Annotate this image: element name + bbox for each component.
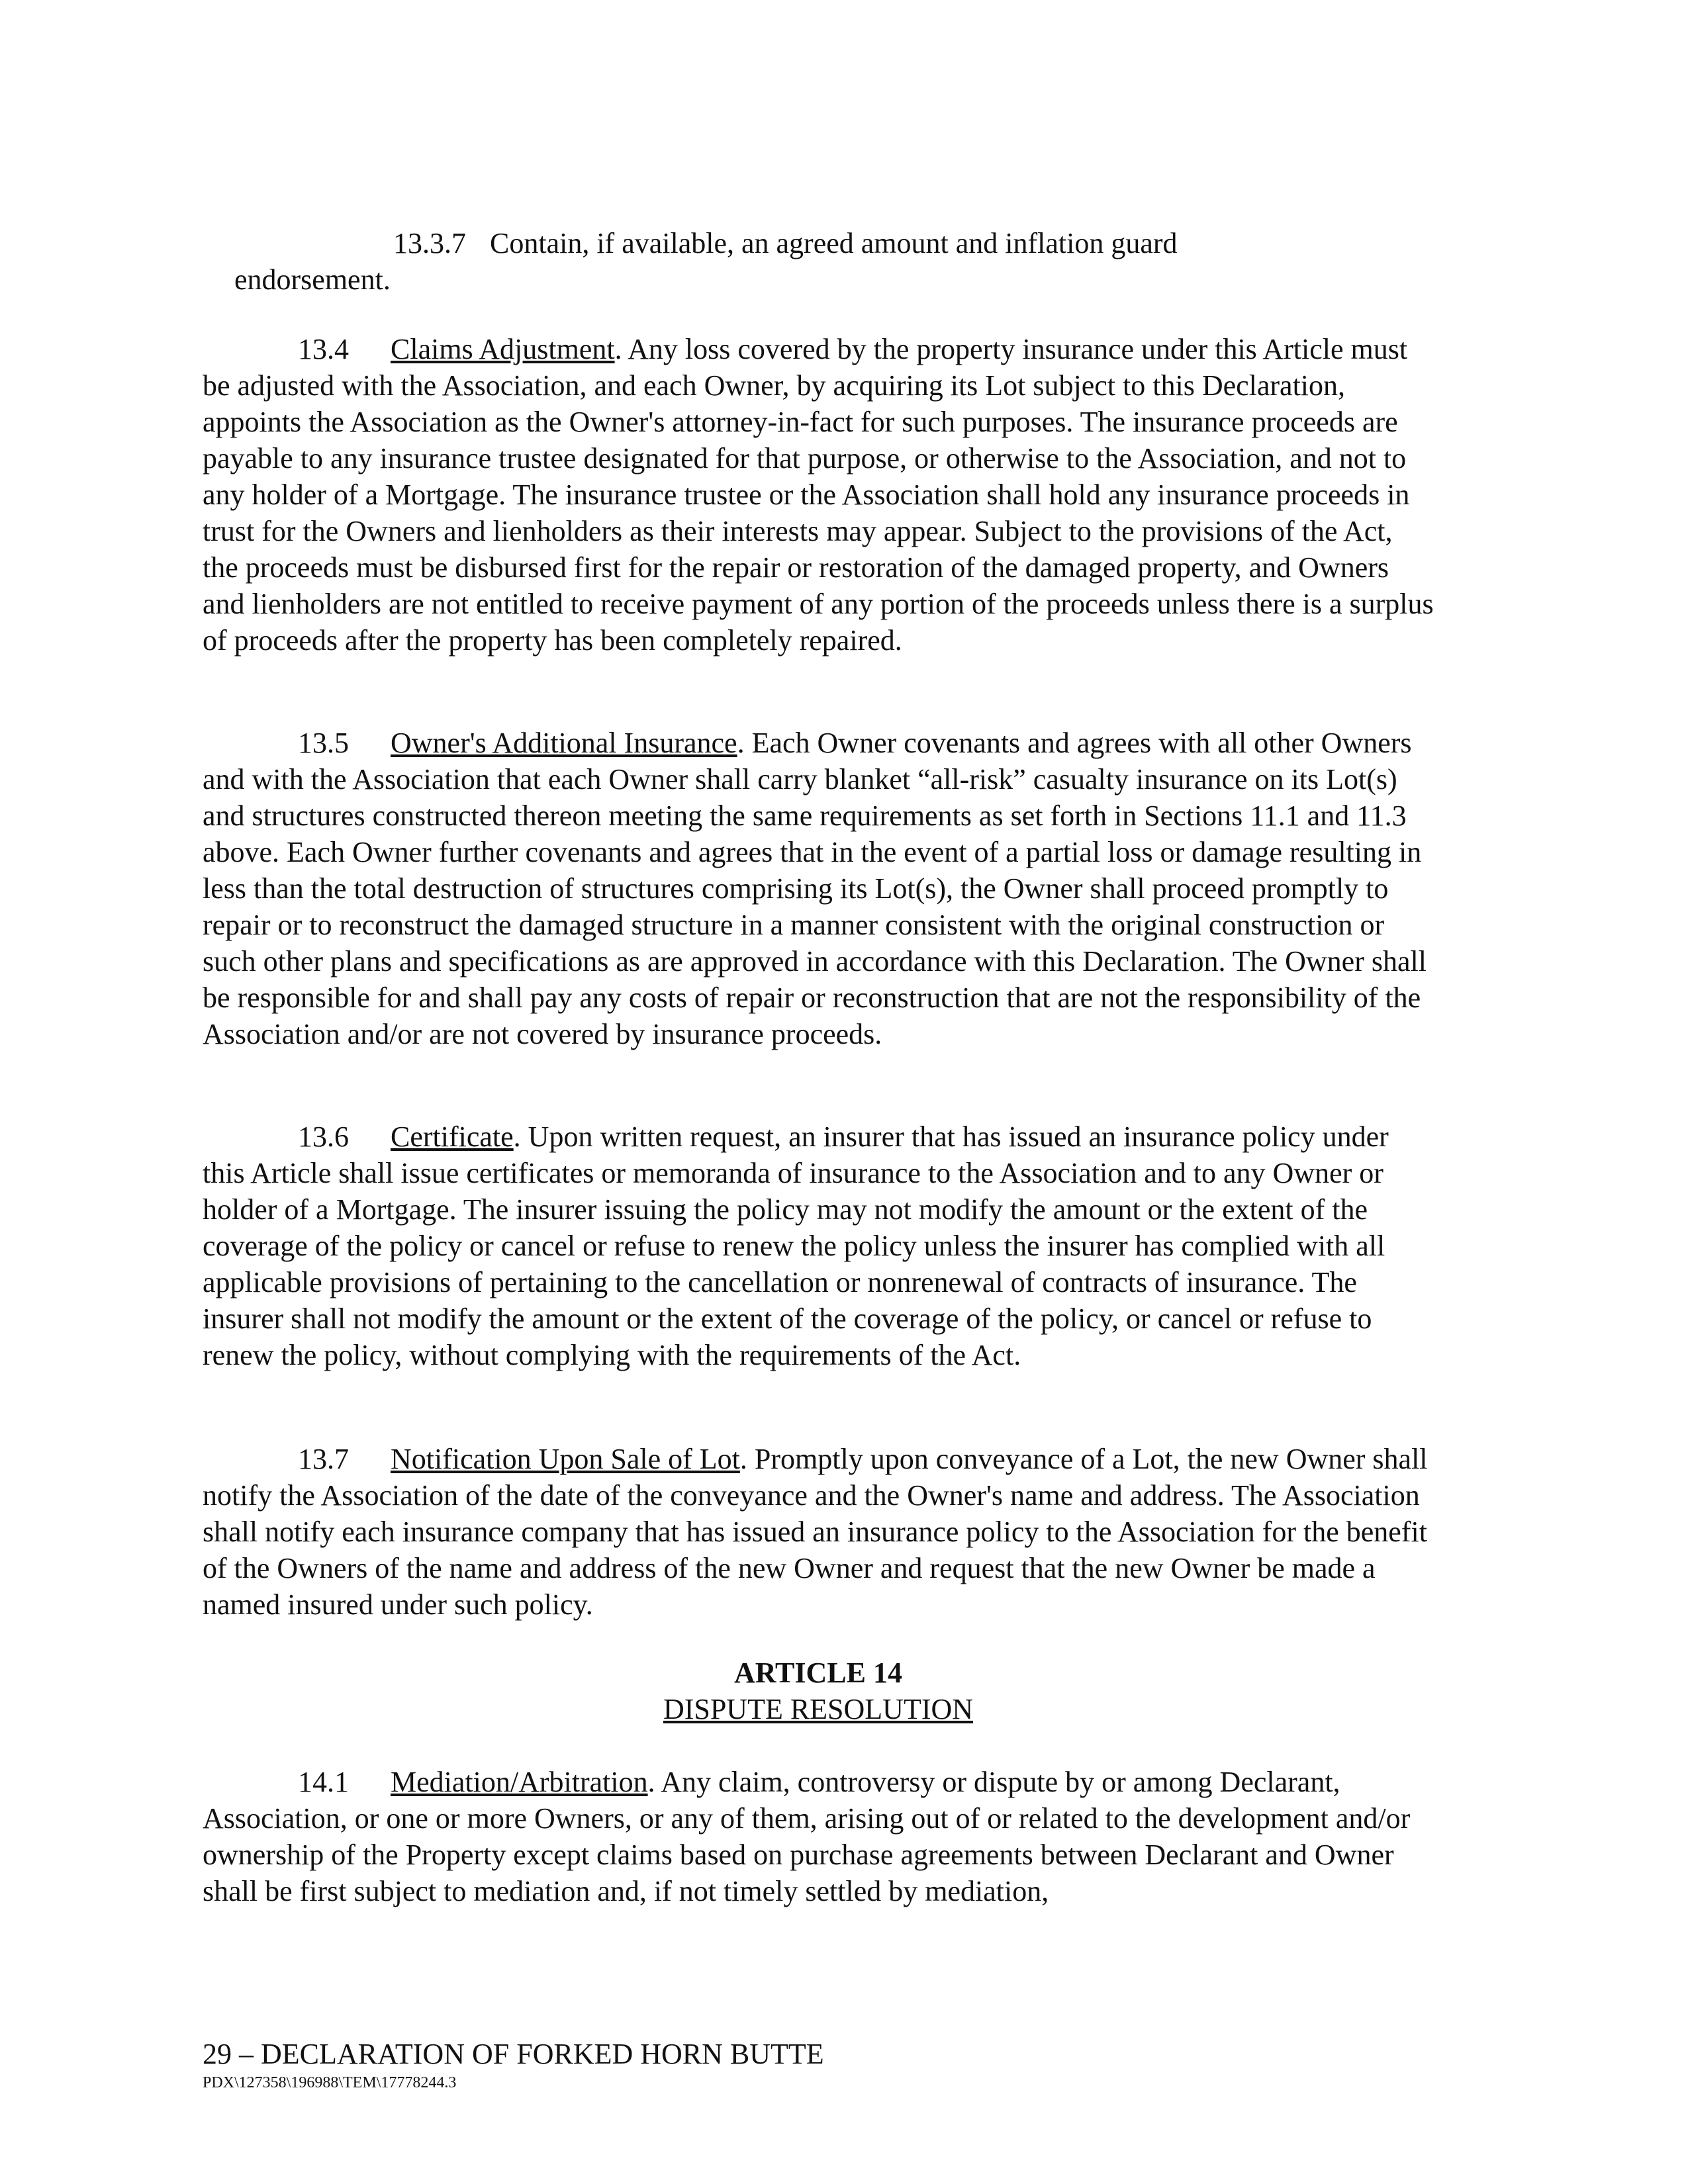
section-13-3-7-continuation: endorsement. (234, 263, 391, 296)
section-13-5-body: Each Owner covenants and agrees with all other Owners and with the Association that each Owner shall carry blanket “all-risk” casualty insurance on its Lot(s) and structures constructed thereon meeting the same requirements as set forth in Sections 11.1 and 11.3 above. Each Owner further covenants and agrees that in the event of a partial loss or damage resulting in less than the total destruction of structures comprising its Lot(s), the Owner shall proceed promptly to repair or to reconstruct the damaged structure in a manner consistent with the original construction or such other plans and specifications as are approved in accordance with this Declaration. The Owner shall be responsible for and shall pay any costs of repair or reconstruction that are not the responsibility of the Association and/or are not covered by insurance proceeds. (203, 727, 1427, 1050)
section-13-7: 13.7 Notification Upon Sale of Lot. Promptly upon conveyance of a Lot, the new Owner shall notify the Association of the date of the conveyance and the Owner's name and address. The Association shall notify each insurance company that has issued an insurance policy to the Association for the benefit of the Owners of the name and address of the new Owner and request that the new Owner be made a named insured under such policy. (203, 1441, 1434, 1623)
section-13-4-heading: Claims Adjustment (391, 333, 615, 365)
section-13-7-heading: Notification Upon Sale of Lot (391, 1443, 740, 1475)
section-13-3-7-line (393, 225, 1178, 261)
section-13-4-number: 13.4 (298, 333, 349, 365)
section-13-7-body: Promptly upon conveyance of a Lot, the new Owner shall notify the Association of the date of the conveyance and the Owner's name and address. The Association shall notify each insurance company that has issued an insurance policy to the Association for the benefit of the Owners of the name and address of the new Owner and request that the new Owner be made a named insured under such policy. (203, 1443, 1428, 1621)
section-13-4: 13.4 Claims Adjustment. Any loss covered by the property insurance under this Article must be adjusted with the Association, and each Owner, by acquiring its Lot subject to this Declaration, appoints the Association as the Owner's attorney-in-fact for such purposes. The insurance proceeds are payable to any insurance trustee designated for that purpose, or otherwise to the Association, and not to any holder of a Mortgage. The insurance trustee or the Association shall hold any insurance proceeds in trust for the Owners and lienholders as their interests may appear. Subject to the provisions of the Act, the proceeds must be disbursed first for the repair or restoration of the damaged property, and Owners and lienholders are not entitled to receive payment of any portion of the proceeds unless there is a surplus of proceeds after the property has been completely repaired. (203, 331, 1434, 659)
article-14-number: ARTICLE 14 (734, 1657, 902, 1689)
section-14-1: 14.1 Mediation/Arbitration. Any claim, controversy or dispute by or among Declarant, Association, or one or more Owners, or any of them, arising out of or related to the development and/or ownership of the Property except claims based on purchase agreements between Declarant and Owner shall be first subject to mediation and, if not timely settled by mediation, (203, 1764, 1434, 1909)
article-14-title: DISPUTE RESOLUTION (663, 1693, 974, 1725)
section-13-6-body: Upon written request, an insurer that has issued an insurance policy under this Article shall issue certificates or memoranda of insurance to the Association and to any Owner or holder of a Mortgage. The insurer issuing the policy may not modify the amount or the extent of the coverage of the policy or cancel or refuse to renew the policy unless the insurer has complied with all applicable provisions of pertaining to the cancellation or nonrenewal of contracts of insurance. The insurer shall not modify the amount or the extent of the coverage of the policy, or cancel or refuse to renew the policy, without complying with the requirements of the Act. (203, 1120, 1389, 1371)
section-14-1-body: Any claim, controversy or dispute by or among Declarant, Association, or one or more Owners, or any of them, arising out of or related to the development and/or ownership of the Property except claims based on purchase agreements between Declarant and Owner shall be first subject to mediation and, if not timely settled by mediation, (203, 1766, 1411, 1907)
section-13-7-number: 13.7 (298, 1443, 349, 1475)
section-13-5: 13.5 Owner's Additional Insurance. Each Owner covenants and agrees with all other Owners and with the Association that each Owner shall carry blanket “all-risk” casualty insurance on its Lot(s) and structures constructed thereon meeting the same requirements as set forth in Sections 11.1 and 11.3 above. Each Owner further covenants and agrees that in the event of a partial loss or damage resulting in less than the total destruction of structures comprising its Lot(s), the Owner shall proceed promptly to repair or to reconstruct the damaged structure in a manner consistent with the original construction or such other plans and specifications as are approved in accordance with this Declaration. The Owner shall be responsible for and shall pay any costs of repair or reconstruction that are not the responsibility of the Association and/or are not covered by insurance proceeds. (203, 725, 1434, 1052)
article-14-heading (203, 1655, 1434, 1727)
section-14-1-number: 14.1 (298, 1766, 349, 1798)
section-13-4-body: Any loss covered by the property insurance under this Article must be adjusted with the Association, and each Owner, by acquiring its Lot subject to this Declaration, appoints the Association as the Owner's attorney-in-fact for such purposes. The insurance proceeds are payable to any insurance trustee designated for that purpose, or otherwise to the Association, and not to any holder of a Mortgage. The insurance trustee or the Association shall hold any insurance proceeds in trust for the Owners and lienholders as their interests may appear. Subject to the provisions of the Act, the proceeds must be disbursed first for the repair or restoration of the damaged property, and Owners and lienholders are not entitled to receive payment of any portion of the proceeds unless there is a surplus of proceeds after the property has been completely repaired. (203, 333, 1434, 657)
section-13-6-heading: Certificate (391, 1120, 514, 1153)
section-13-6: 13.6 Certificate. Upon written request, an insurer that has issued an insurance policy under this Article shall issue certificates or memoranda of insurance to the Association and to any Owner or holder of a Mortgage. The insurer issuing the policy may not modify the amount or the extent of the coverage of the policy or cancel or refuse to renew the policy unless the insurer has complied with all applicable provisions of pertaining to the cancellation or nonrenewal of contracts of insurance. The insurer shall not modify the amount or the extent of the coverage of the policy, or cancel or refuse to renew the policy, without complying with the requirements of the Act. (203, 1118, 1434, 1373)
footer-document-code: PDX\127358\196988\TEM\17778244.3 (203, 2074, 457, 2091)
section-13-5-heading: Owner's Additional Insurance (391, 727, 737, 759)
section-13-5-number: 13.5 (298, 727, 349, 759)
section-13-6-number: 13.6 (298, 1120, 349, 1153)
section-13-3-7-text: Contain, if available, an agreed amount and inflation guard (490, 227, 1178, 259)
section-14-1-heading: Mediation/Arbitration (391, 1766, 648, 1798)
footer-title: 29 – DECLARATION OF FORKED HORN BUTTE (203, 2038, 824, 2070)
section-13-3-7-number: 13.3.7 (393, 227, 466, 259)
